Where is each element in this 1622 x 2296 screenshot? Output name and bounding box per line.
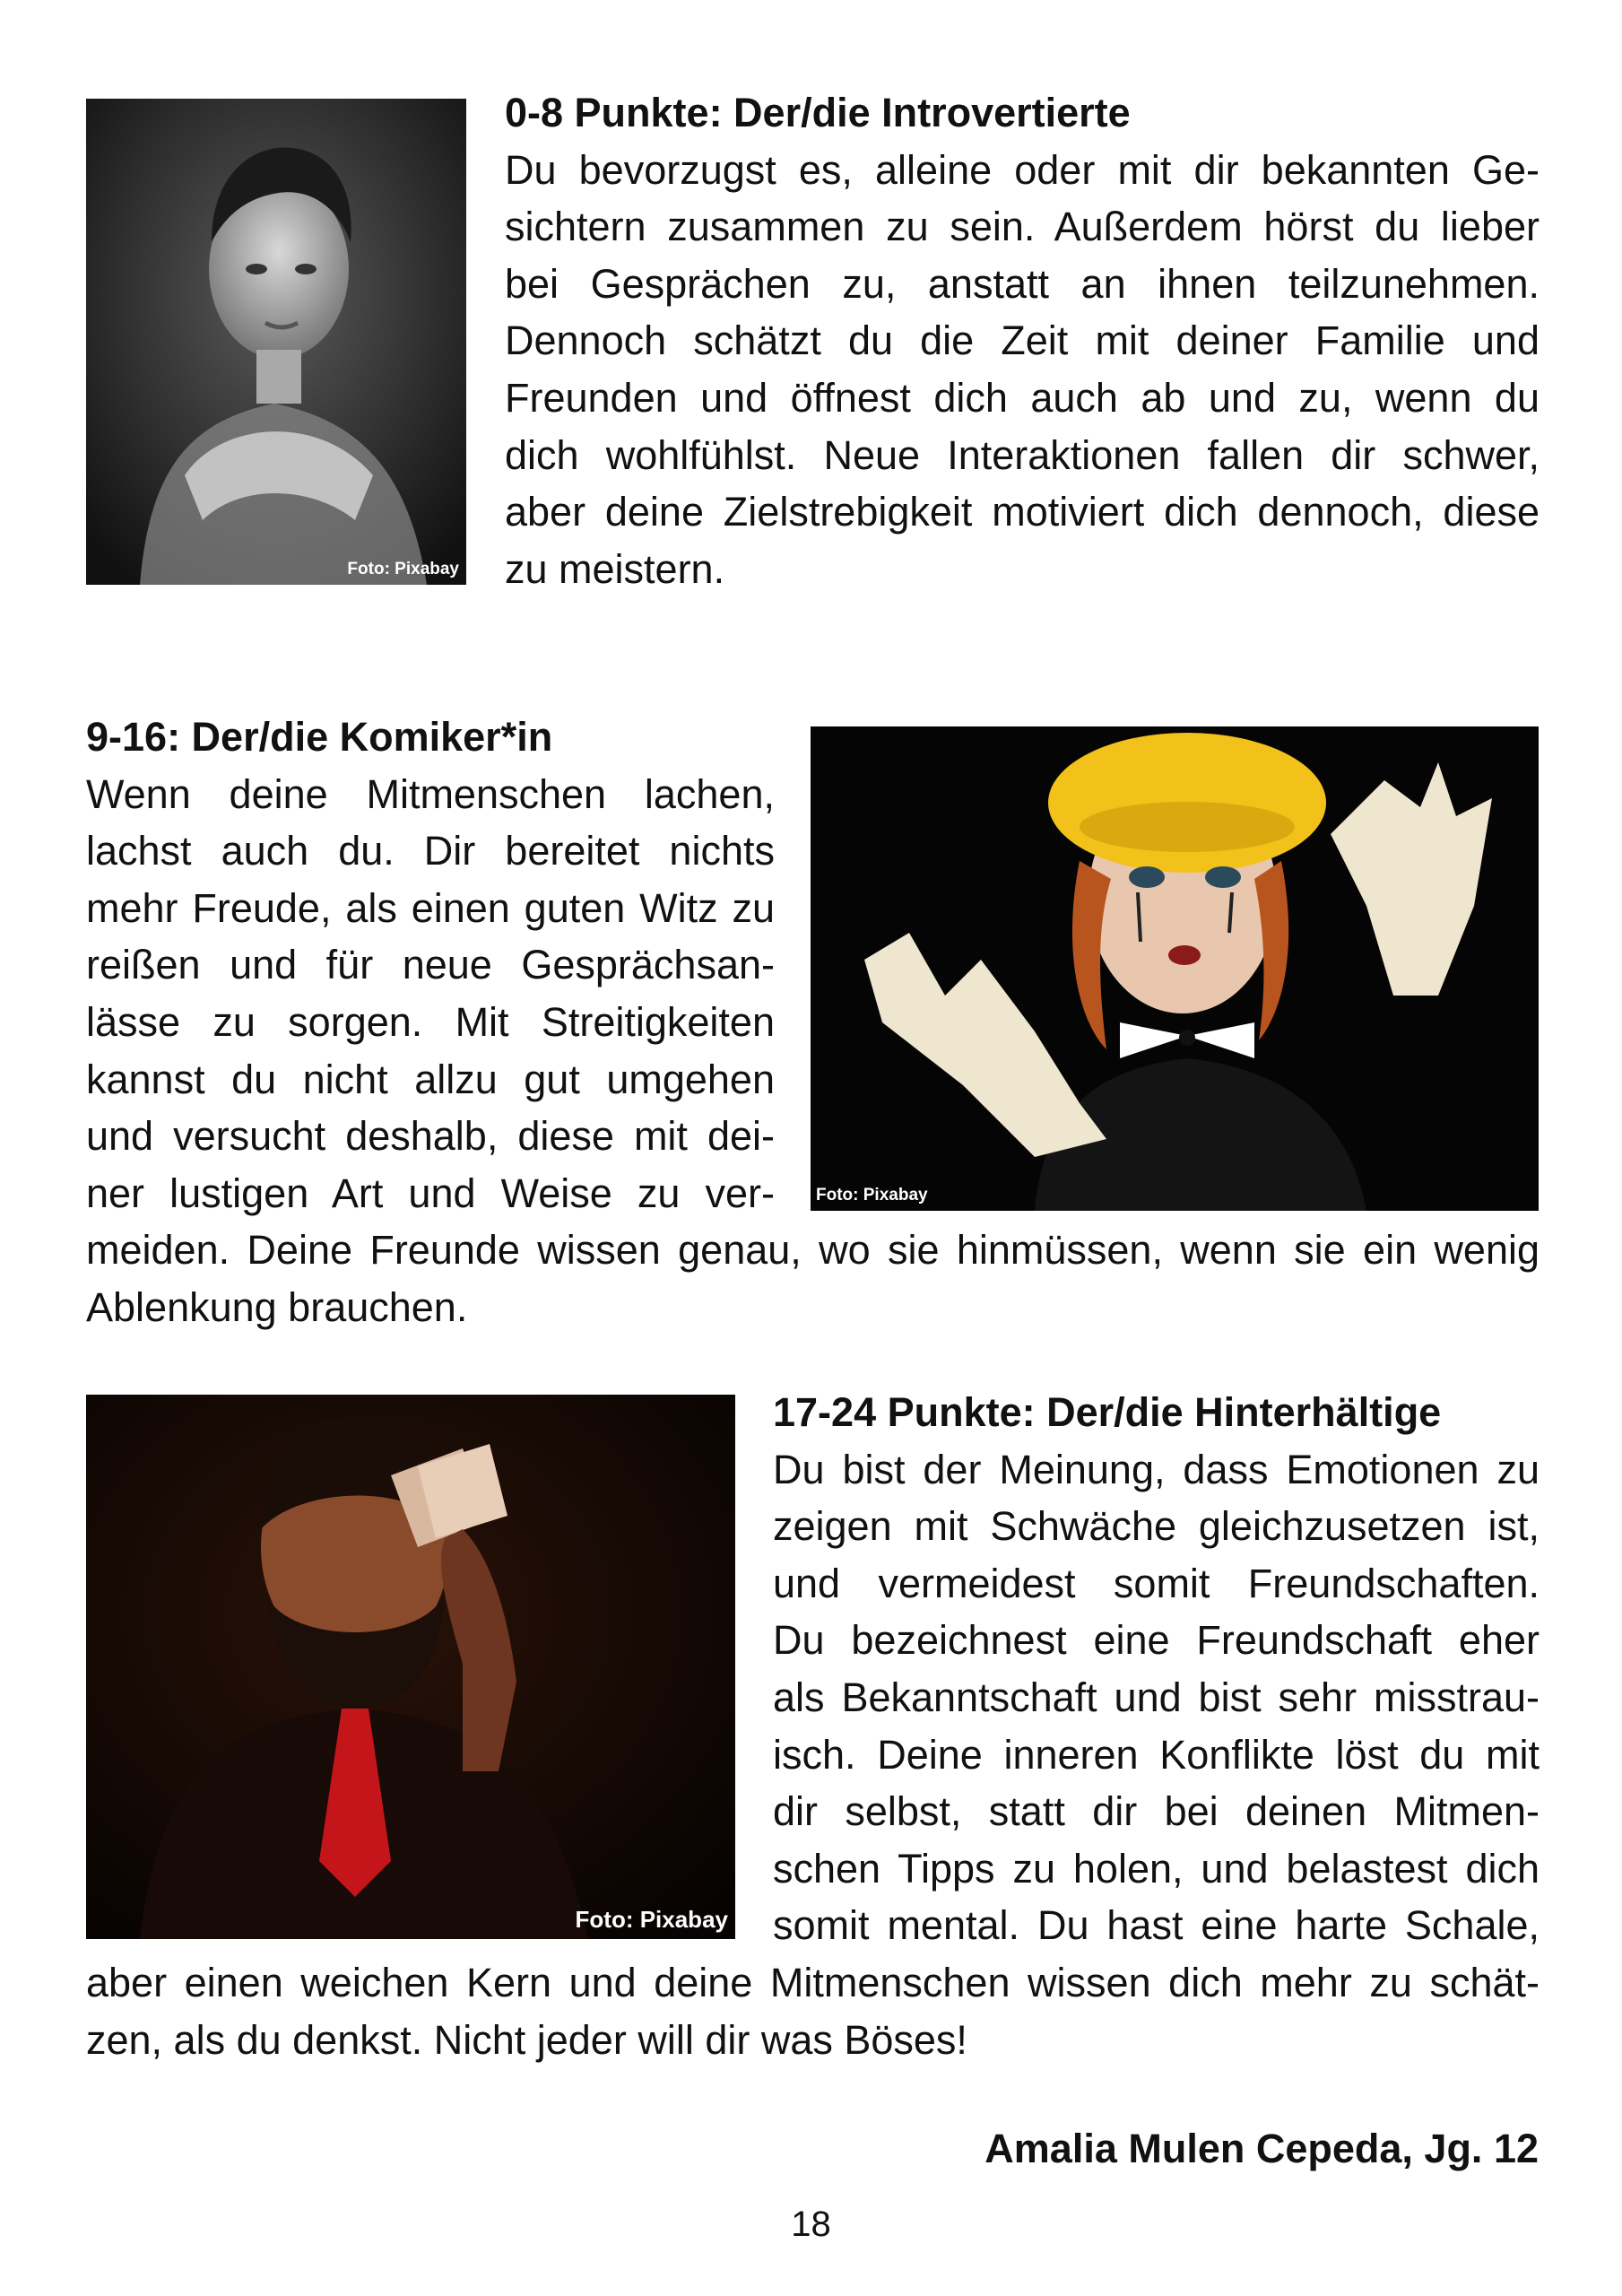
section-introvertierte [505,84,1540,597]
man-with-cards-photo [86,1395,735,1939]
text-line: Wenn deine Mitmenschen lachen, [86,770,775,817]
section-komiker [86,709,775,1222]
text-line: Freunden und öffnest dich auch ab und zu, wenn du [505,374,1540,421]
text-line: dich wohlfühlst. Neue Interaktionen fallen dir schwer, [505,431,1540,478]
text-line: aber deine Zielstrebigkeit motiviert dich dennoch, diese [505,489,1540,535]
text-line: aber einen weichen Kern und deine Mitmenschen wissen dich mehr zu schät- [86,1960,1540,2005]
mime-clown-photo [811,726,1539,1211]
section-heading: 0-8 Punkte: Der/die Introvertierte [505,90,1131,135]
text-line: als Bekanntschaft und bist sehr misstrau- [773,1674,1540,1720]
text-line: Du bevorzugst es, alleine oder mit dir bekannten Ge- [505,146,1540,193]
text-line: dir selbst, statt dir bei deinen Mitmen- [773,1788,1540,1835]
section-hinterhaeltige-continued [86,1954,1540,2068]
mime-clown-illustration [811,726,1539,1211]
text-line: meiden. Deine Freunde wissen genau, wo sie hinmüssen, wenn sie ein wenig [86,1227,1540,1273]
text-line: Ablenkung brauchen. [86,1283,468,1330]
text-line: zu meistern. [505,545,725,592]
text-line: ner lustigen Art und Weise zu ver- [86,1170,775,1216]
text-line: sichtern zusammen zu sein. Außerdem hörst du lieber [505,204,1540,250]
text-line: lachst auch du. Dir bereitet nichts [86,828,775,874]
text-line: und versucht deshalb, diese mit dei- [86,1113,775,1160]
text-line: schen Tipps zu holen, und belastest dich [773,1845,1540,1892]
text-line: isch. Deine inneren Konflikte löst du mit [773,1731,1540,1778]
text-line: lässe zu sorgen. Mit Streitigkeiten [86,998,775,1045]
section-komiker-continued [86,1222,1540,1335]
photo-credit: Foto: Pixabay [347,560,459,578]
text-line: mehr Freude, als einen guten Witz zu [86,884,775,931]
photo-credit: Foto: Pixabay [816,1186,928,1205]
page-number: 18 [791,2205,831,2244]
man-with-cards-illustration [86,1395,735,1939]
text-line: und vermeidest somit Freundschaften. [773,1560,1540,1606]
text-line: somit mental. Du hast eine harte Schale, [773,1902,1540,1949]
section-heading: 9-16: Der/die Komiker*in [86,714,553,760]
text-line: zeigen mit Schwäche gleichzusetzen ist, [773,1503,1540,1550]
text-line: reißen und für neue Gesprächsan- [86,942,775,988]
woman-portrait-illustration [86,99,466,585]
photo-credit: Foto: Pixabay [575,1906,728,1933]
section-hinterhaeltige [773,1384,1540,1954]
text-line: Du bist der Meinung, dass Emotionen zu [773,1446,1540,1492]
text-line: bei Gesprächen zu, anstatt an ihnen teilzunehmen. [505,260,1540,307]
text-line: zen, als du denkst. Nicht jeder will dir was Böses! [86,2016,967,2063]
text-line: kannst du nicht allzu gut umgehen [86,1056,775,1102]
section-heading: 17-24 Punkte: Der/die Hinterhältige [773,1389,1442,1435]
text-line: Dennoch schätzt du die Zeit mit deiner Familie und [505,317,1540,364]
text-line: Du bezeichnest eine Freundschaft eher [773,1617,1540,1664]
author-signature: Amalia Mulen Cepeda, Jg. 12 [984,2126,1539,2171]
woman-portrait-photo [86,99,466,585]
